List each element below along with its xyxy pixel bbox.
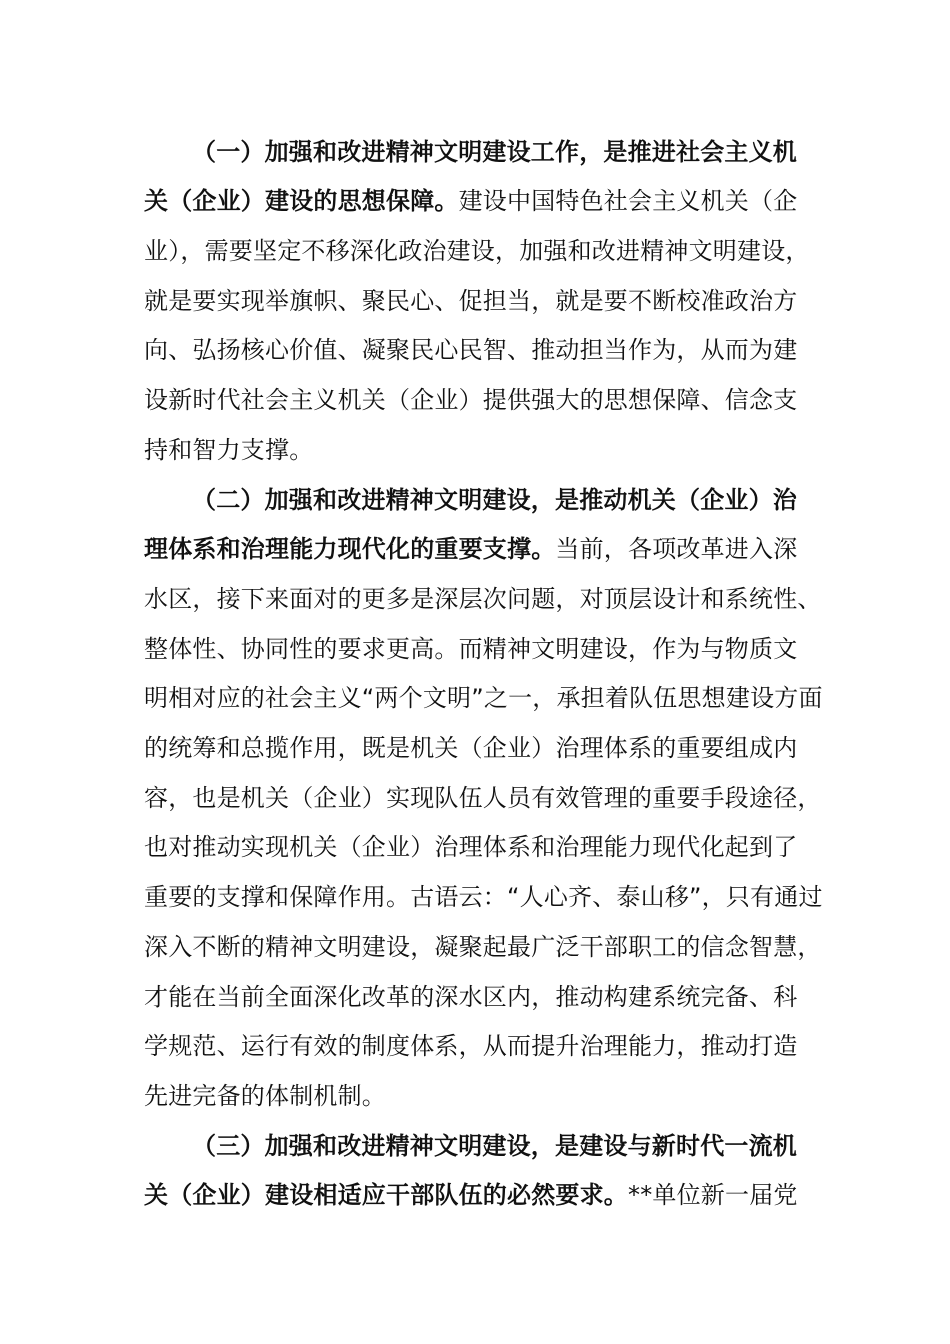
paragraph-2-line-11 bbox=[144, 980, 824, 1014]
body-text: 也对推动实现机关（企业）治理体系和治理能力现代化起到了 bbox=[144, 833, 798, 861]
body-text: 的统筹和总揽作用，既是机关（企业）治理体系的重要组成内 bbox=[144, 734, 798, 762]
paragraph-3-line-1 bbox=[192, 1129, 872, 1163]
body-text: 重要的支撑和保障作用。古语云：“人心齐、泰山移”，只有通过 bbox=[144, 883, 823, 911]
section-1-heading: （一）加强和改进精神文明建设工作，是推进社会主义机 bbox=[192, 138, 797, 166]
paragraph-2-line-4 bbox=[144, 632, 824, 666]
section-3-heading-cont: 关（企业）建设相适应干部队伍的必然要求。 bbox=[144, 1181, 628, 1209]
body-text: 水区，接下来面对的更多是深层次问题，对顶层设计和系统性、 bbox=[144, 585, 822, 613]
body-text: 持和智力支撑。 bbox=[144, 436, 314, 464]
paragraph-1-line-5 bbox=[144, 333, 824, 367]
body-text: 向、弘扬核心价值、凝聚民心民智、推动担当作为，从而为建 bbox=[144, 336, 798, 364]
paragraph-1-line-1 bbox=[192, 135, 872, 169]
paragraph-2-line-2 bbox=[144, 532, 824, 566]
paragraph-1-line-3 bbox=[144, 234, 824, 268]
paragraph-2-line-5 bbox=[144, 681, 824, 715]
section-2-heading: （二）加强和改进精神文明建设，是推动机关（企业）治 bbox=[192, 486, 797, 514]
body-text: 明相对应的社会主义“两个文明”之一，承担着队伍思想建设方面 bbox=[144, 684, 823, 712]
paragraph-2-line-1 bbox=[192, 483, 872, 517]
body-text: 当前，各项改革进入深 bbox=[555, 535, 798, 563]
body-text: 就是要实现举旗帜、聚民心、促担当，就是要不断校准政治方 bbox=[144, 287, 798, 315]
body-text: 先进完备的体制机制。 bbox=[144, 1082, 386, 1110]
body-text: 才能在当前全面深化改革的深水区内，推动构建系统完备、科 bbox=[144, 983, 798, 1011]
body-text: 建设中国特色社会主义机关（企 bbox=[458, 187, 798, 215]
body-text: **单位新一届党 bbox=[628, 1181, 798, 1209]
paragraph-3-line-2 bbox=[144, 1178, 824, 1212]
body-text: 学规范、运行有效的制度体系，从而提升治理能力，推动打造 bbox=[144, 1032, 798, 1060]
paragraph-1-line-6 bbox=[144, 383, 824, 417]
paragraph-2-line-7 bbox=[144, 781, 824, 815]
paragraph-2-line-6 bbox=[144, 731, 824, 765]
paragraph-2-line-9 bbox=[144, 880, 824, 914]
paragraph-1-line-2 bbox=[144, 184, 824, 218]
paragraph-2-line-12 bbox=[144, 1029, 824, 1063]
section-2-heading-cont: 理体系和治理能力现代化的重要支撑。 bbox=[144, 535, 556, 563]
paragraph-2-line-13 bbox=[144, 1079, 824, 1113]
section-3-heading: （三）加强和改进精神文明建设，是建设与新时代一流机 bbox=[192, 1132, 797, 1160]
section-1-heading-cont: 关（企业）建设的思想保障。 bbox=[144, 187, 459, 215]
body-text: 深入不断的精神文明建设，凝聚起最广泛干部职工的信念智慧， bbox=[144, 933, 822, 961]
paragraph-1-line-4 bbox=[144, 284, 824, 318]
paragraph-2-line-3 bbox=[144, 582, 824, 616]
body-text: 设新时代社会主义机关（企业）提供强大的思想保障、信念支 bbox=[144, 386, 798, 414]
body-text: 业），需要坚定不移深化政治建设，加强和改进精神文明建设， bbox=[144, 237, 810, 265]
paragraph-1-line-7 bbox=[144, 433, 824, 467]
paragraph-2-line-10 bbox=[144, 930, 824, 964]
body-text: 容，也是机关（企业）实现队伍人员有效管理的重要手段途径， bbox=[144, 784, 822, 812]
paragraph-2-line-8 bbox=[144, 830, 824, 864]
body-text: 整体性、协同性的要求更高。而精神文明建设，作为与物质文 bbox=[144, 635, 798, 663]
